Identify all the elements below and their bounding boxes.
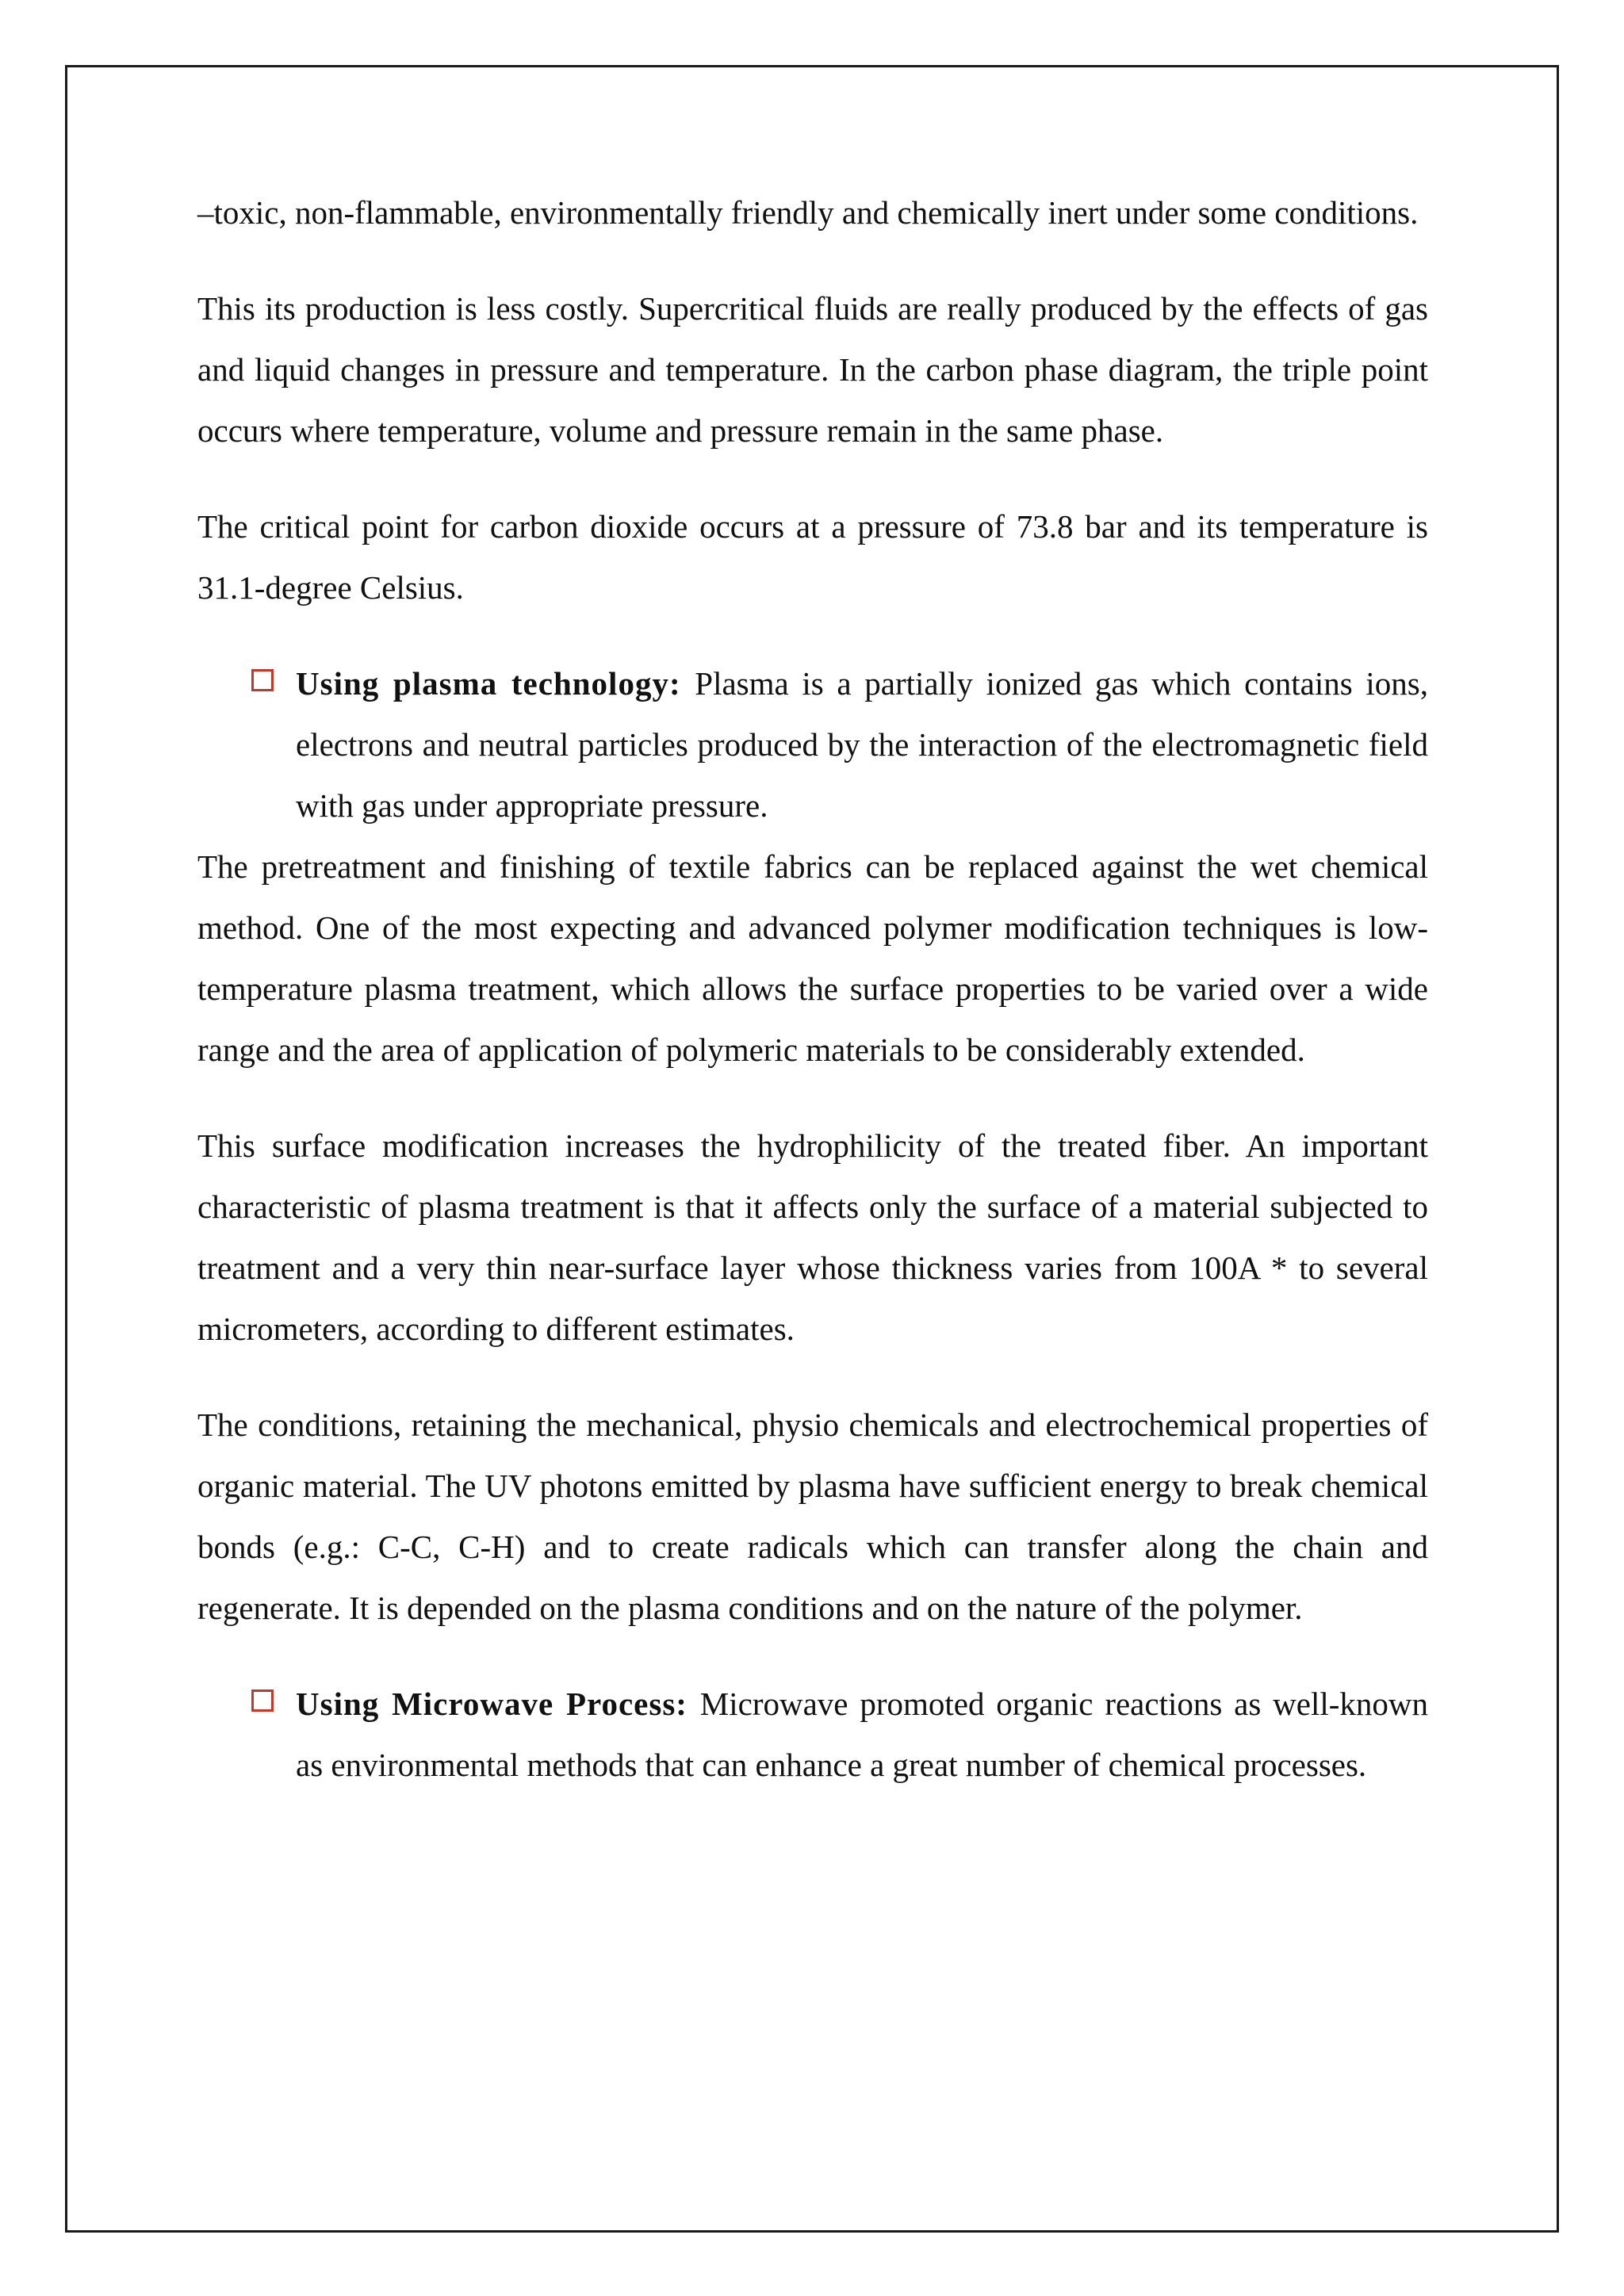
bullet-title-microwave: Using Microwave Process:: [296, 1686, 700, 1722]
bullet-text-plasma: Plasma is a partially ionized gas which contains ions, electrons and neutral particles produced by the interaction of the electromagnetic field with gas under appropriate pressure.: [296, 665, 1428, 824]
bullet-item-plasma: [197, 653, 1428, 836]
bullet-item-microwave: [197, 1674, 1428, 1796]
paragraph-critical-point: The critical point for carbon dioxide occurs at a pressure of 73.8 bar and its temperature is 31.1-degree Celsius.: [197, 508, 1428, 606]
paragraph-surface-modification: This surface modification increases the hydrophilicity of the treated fiber. An important characteristic of plasma treatment is that it affects only the surface of a material subjected to treatment and a very thin near-surface layer whose thickness varies from 100A * to several micrometers, according to different estimates.: [197, 1127, 1428, 1347]
paragraph-pretreatment: The pretreatment and finishing of textile fabrics can be replaced against the wet chemical method. One of the most expecting and advanced polymer modification techniques is low-temperature plasma treatment, which allows the surface properties to be varied over a wide range and the area of application of polymeric materials to be considerably extended.: [197, 848, 1428, 1068]
hollow-square-bullet-icon: [251, 1689, 274, 1712]
paragraph-toxic-conditions: –toxic, non-flammable, environmentally friendly and chemically inert under some conditions.: [197, 194, 1419, 231]
bullet-text-microwave: Microwave promoted organic reactions as well-known as environmental methods that can enhance a great number of chemical processes.: [296, 1686, 1428, 1783]
paragraph-plasma-conditions: The conditions, retaining the mechanical, physio chemicals and electrochemical properties of organic material. The UV photons emitted by plasma have sufficient energy to break chemical bonds (e.g.: C-C, C-H) and to create radicals which can transfer along the chain and regenerate. It is depended on the plasma conditions and on the nature of the polymer.: [197, 1406, 1428, 1626]
bullet-title-plasma: Using plasma technology:: [296, 665, 695, 702]
document-body: [197, 182, 1428, 1796]
hollow-square-bullet-icon: [251, 669, 274, 691]
paragraph-production-cost: This its production is less costly. Supercritical fluids are really produced by the effects of gas and liquid changes in pressure and temperature. In the carbon phase diagram, the triple point occurs where temperature, volume and pressure remain in the same phase.: [197, 290, 1428, 449]
